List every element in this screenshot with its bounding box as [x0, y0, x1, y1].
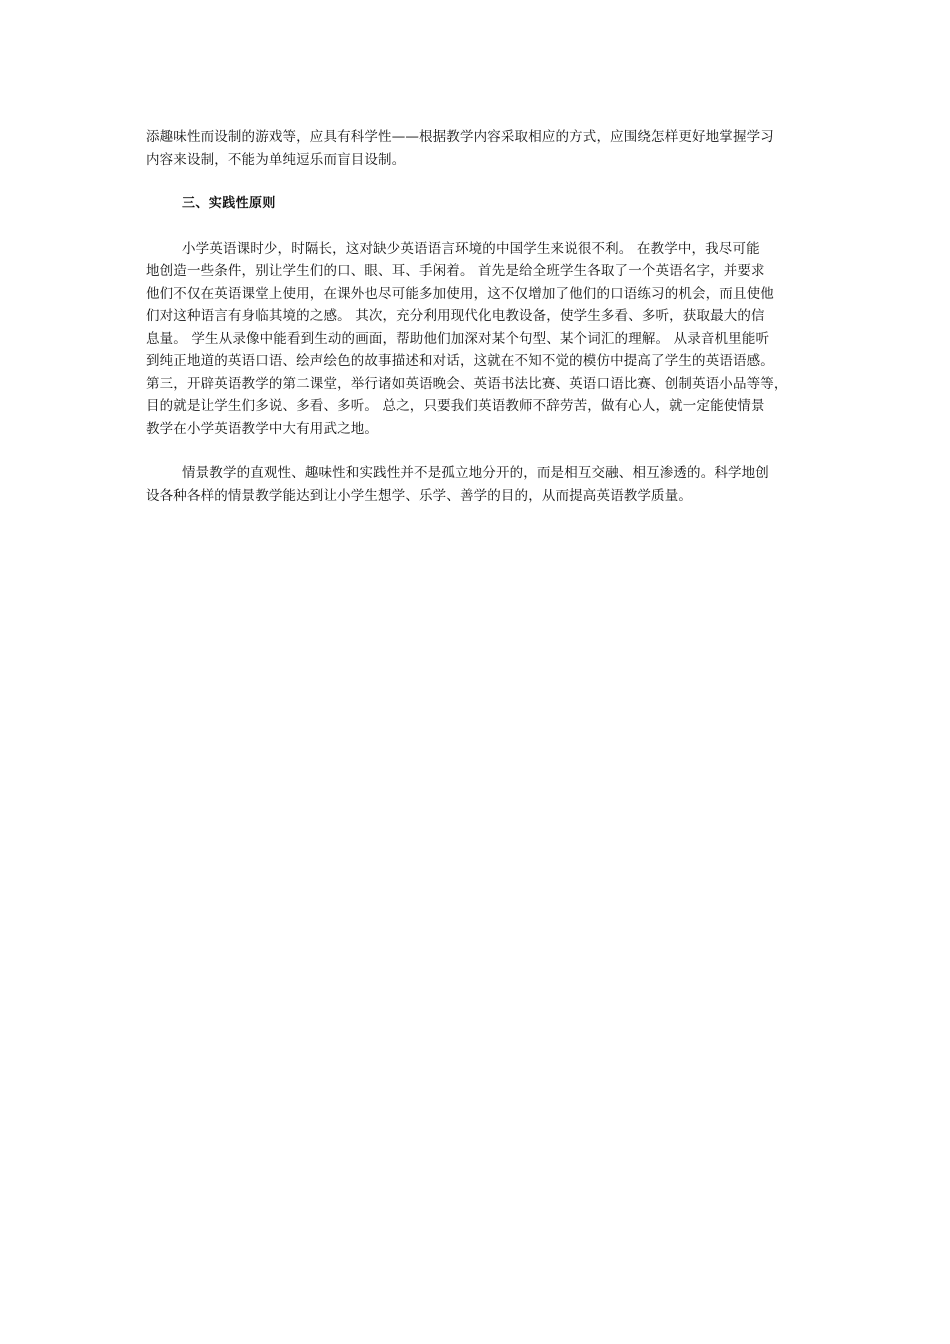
document-body [146, 126, 810, 507]
paragraph-gap [146, 440, 810, 462]
paragraph-line: 第三，开辟英语教学的第二课堂，举行诸如英语晚会、英语书法比赛、英语口语比赛、创制英语小品等等， [146, 375, 788, 392]
paragraph-line: 地创造一些条件，别让学生们的口、眼、耳、手闲着。 首先是给全班学生各取了一个英语名字，并要求 [146, 263, 765, 279]
paragraph-gap [146, 216, 810, 238]
section-heading: 三、实践性原则 [182, 196, 276, 211]
paragraph-gap [146, 171, 810, 193]
paragraph-line: 教学在小学英语教学中大有用武之地。 [146, 420, 379, 437]
paragraph-practice [146, 238, 810, 441]
paragraph-line: 们对这种语言有身临其境的之感。 其次，充分利用现代化电教设备，使学生多看、多听，获取最大的信 [146, 308, 765, 324]
paragraph-line: 添趣味性而设制的游戏等，应具有科学性——根据教学内容采取相应的方式，应围绕怎样更好地掌握学习 [146, 129, 774, 145]
paragraph-line: 到纯正地道的英语口语、绘声绘色的故事描述和对话，这就在不知不觉的模仿中提高了学生的英语语感。 [146, 353, 774, 369]
paragraph-conclusion [146, 462, 810, 507]
paragraph-line: 设各种各样的情景教学能达到让小学生想学、乐学、善学的目的，从而提高英语教学质量。 [146, 487, 692, 504]
paragraph-line: 息量。 学生从录像中能看到生动的画面，帮助他们加深对某个句型、某个词汇的理解。 从录音机里能听 [146, 330, 770, 347]
paragraph-line: 目的就是让学生们多说、多看、多听。 总之，只要我们英语教师不辞劳苦，做有心人，就一定能使情景 [146, 398, 765, 414]
paragraph-line: 内容来设制，不能为单纯逗乐而盲目设制。 [146, 151, 406, 168]
paragraph-line: 他们不仅在英语课堂上使用，在课外也尽可能多加使用，这不仅增加了他们的口语练习的机会，而且使他 [146, 285, 774, 302]
paragraph-line: 情景教学的直观性、趣味性和实践性并不是孤立地分开的，而是相互交融、相互渗透的。科学地创 [182, 465, 769, 481]
paragraph-continuation [146, 126, 810, 171]
paragraph-line: 小学英语课时少，时隔长，这对缺少英语语言环境的中国学生来说很不利。 在教学中，我尽可能 [182, 240, 760, 257]
